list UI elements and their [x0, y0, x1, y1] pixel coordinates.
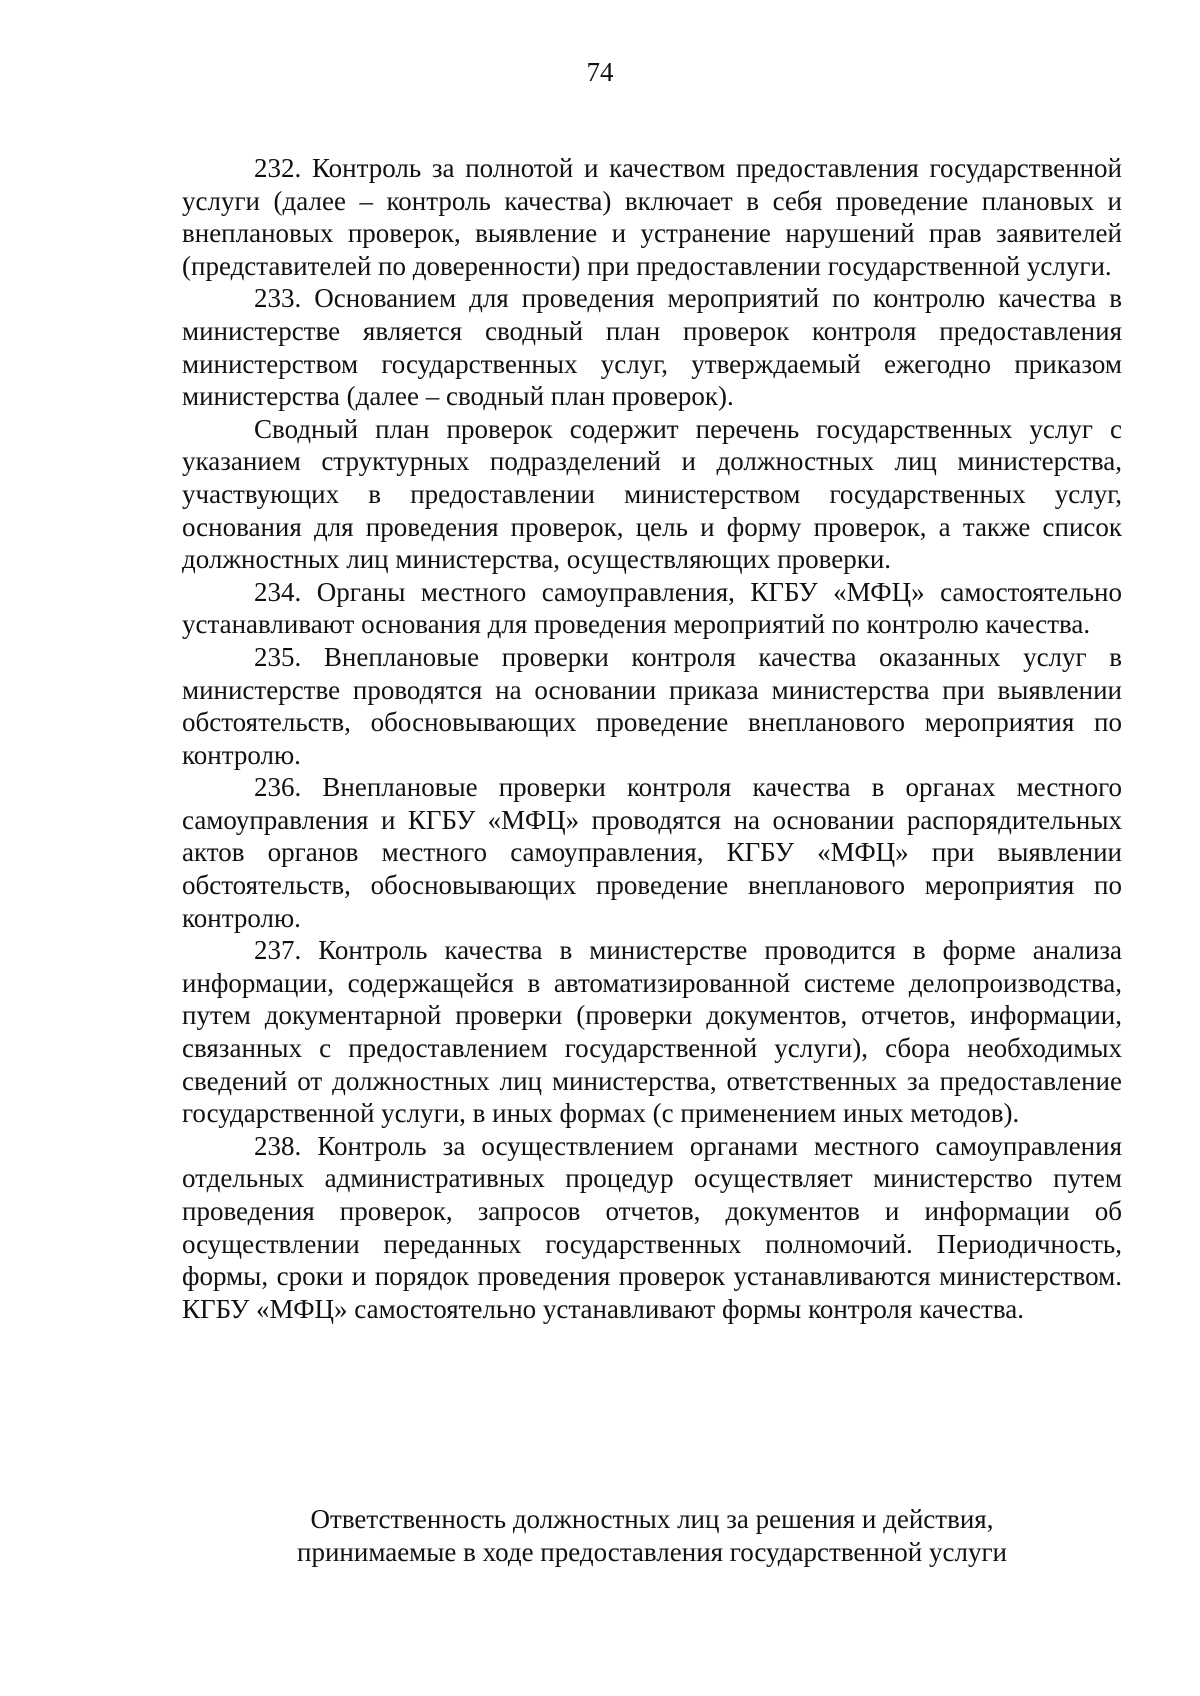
section-heading-line-2: принимаемые в ходе предоставления государственной услуги — [297, 1536, 1007, 1567]
paragraph-236: 236. Внеплановые проверки контроля качества в органах местного самоуправления и КГБУ «МФЦ» проводятся на основании распорядительных актов органов местного самоуправления, КГБУ «МФЦ» при выявлении обстоятельств, обосновывающих проведение внепланового мероприятия по контролю. — [182, 772, 1122, 933]
section-heading — [182, 1503, 1122, 1568]
paragraph-234: 234. Органы местного самоуправления, КГБУ «МФЦ» самостоятельно устанавливают основания для проведения мероприятий по контролю качества. — [182, 576, 1122, 640]
document-body — [182, 152, 1122, 1325]
paragraph-238: 238. Контроль за осуществлением органами местного самоуправления отдельных административных процедур осуществляет министерство путем проведения проверок, запросов отчетов, документов и информации об осуществлении переданных государственных полномочий. Периодичность, формы, сроки и порядок проведения проверок устанавливаются министерством. КГБУ «МФЦ» самостоятельно устанавливают формы контроля качества. — [182, 1130, 1122, 1324]
section-heading-line-1: Ответственность должностных лиц за решения и действия, — [310, 1504, 994, 1534]
page-number: 74 — [586, 57, 614, 87]
paragraph-237: 237. Контроль качества в министерстве проводится в форме анализа информации, содержащейся в автоматизированной системе делопроизводства, путем документарной проверки (проверки документов, отчетов, информации, связанных с предоставлением государственной услуги), сбора необходимых сведений от должностных лиц министерства, ответственных за предоставление государственной услуги, в иных формах (с применением иных методов). — [182, 935, 1122, 1129]
paragraph-235: 235. Внеплановые проверки контроля качества оказанных услуг в министерстве проводятся на основании приказа министерства при выявлении обстоятельств, обосновывающих проведение внепланового мероприятия по контролю. — [182, 641, 1122, 770]
paragraph-233-plan-contents: Сводный план проверок содержит перечень государственных услуг с указанием структурных подразделений и должностных лиц министерства, участвующих в предоставлении министерством государственных услуг, основания для проведения проверок, цель и форму проверок, а также список должностных лиц министерства, осуществляющих проверки. — [182, 413, 1122, 575]
paragraph-232: 232. Контроль за полнотой и качеством предоставления государственной услуги (далее – контроль качества) включает в себя проведение плановых и внеплановых проверок, выявление и устранение нарушений прав заявителей (представителей по доверенности) при предоставлении государственной услуги. — [182, 153, 1122, 281]
paragraph-233: 233. Основанием для проведения мероприятий по контролю качества в министерстве является сводный план проверок контроля предоставления министерством государственных услуг, утверждаемый ежегодно приказом министерства (далее – сводный план проверок). — [182, 283, 1122, 412]
